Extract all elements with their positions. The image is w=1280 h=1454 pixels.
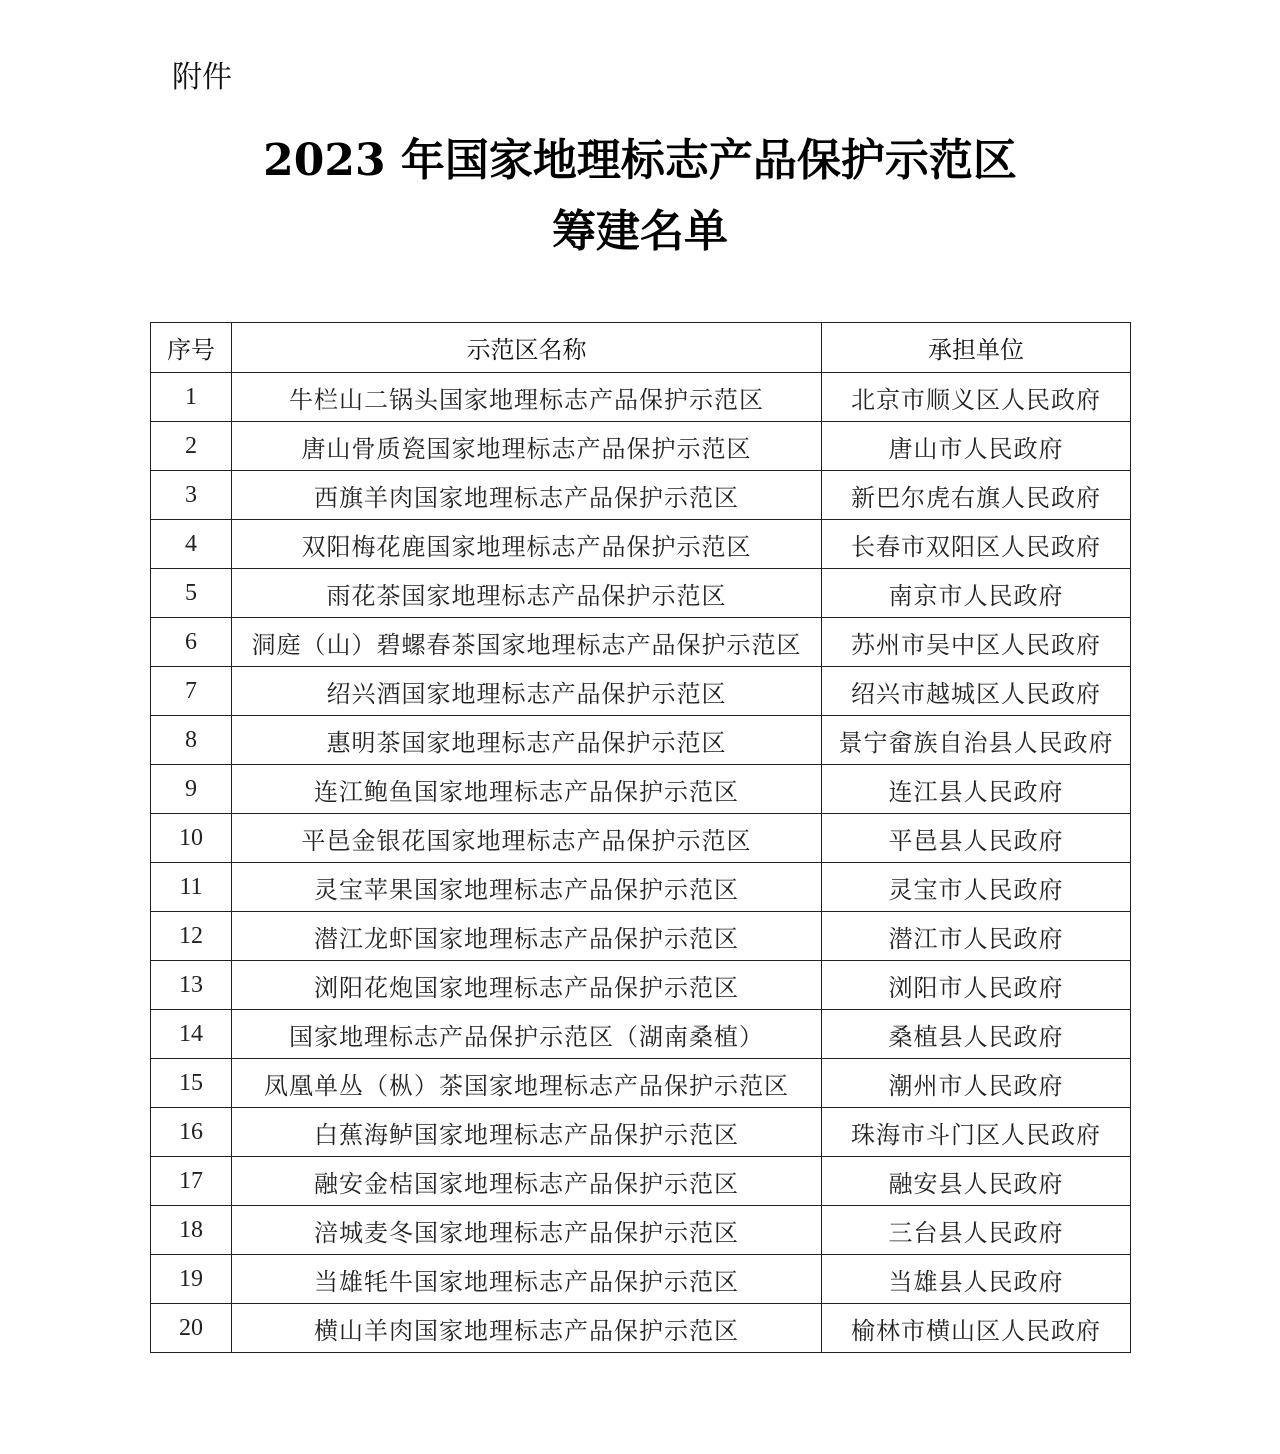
row-index: 16 bbox=[151, 1108, 232, 1157]
table-row bbox=[151, 373, 1131, 422]
row-responsible-unit: 融安县人民政府 bbox=[822, 1157, 1131, 1206]
row-zone-name: 双阳梅花鹿国家地理标志产品保护示范区 bbox=[232, 520, 822, 569]
row-responsible-unit: 苏州市吴中区人民政府 bbox=[822, 618, 1131, 667]
table-row bbox=[151, 765, 1131, 814]
row-zone-name: 雨花茶国家地理标志产品保护示范区 bbox=[232, 569, 822, 618]
row-index: 11 bbox=[151, 863, 232, 912]
row-responsible-unit: 三台县人民政府 bbox=[822, 1206, 1131, 1255]
row-index: 6 bbox=[151, 618, 232, 667]
row-index: 20 bbox=[151, 1304, 232, 1353]
row-index: 12 bbox=[151, 912, 232, 961]
row-responsible-unit: 长春市双阳区人民政府 bbox=[822, 520, 1131, 569]
row-responsible-unit: 景宁畲族自治县人民政府 bbox=[822, 716, 1131, 765]
table-body bbox=[151, 373, 1131, 1353]
row-index: 5 bbox=[151, 569, 232, 618]
row-responsible-unit: 平邑县人民政府 bbox=[822, 814, 1131, 863]
row-zone-name: 唐山骨质瓷国家地理标志产品保护示范区 bbox=[232, 422, 822, 471]
table-row bbox=[151, 1108, 1131, 1157]
row-zone-name: 西旗羊肉国家地理标志产品保护示范区 bbox=[232, 471, 822, 520]
row-index: 19 bbox=[151, 1255, 232, 1304]
page-title: 2023 年国家地理标志产品保护示范区 bbox=[263, 135, 1017, 186]
header-zone-name: 示范区名称 bbox=[232, 323, 822, 373]
row-index: 1 bbox=[151, 373, 232, 422]
row-zone-name: 潜江龙虾国家地理标志产品保护示范区 bbox=[232, 912, 822, 961]
row-zone-name: 当雄牦牛国家地理标志产品保护示范区 bbox=[232, 1255, 822, 1304]
row-responsible-unit: 唐山市人民政府 bbox=[822, 422, 1131, 471]
table-row bbox=[151, 1010, 1131, 1059]
table-row bbox=[151, 667, 1131, 716]
row-responsible-unit: 潜江市人民政府 bbox=[822, 912, 1131, 961]
table-row bbox=[151, 716, 1131, 765]
row-zone-name: 融安金桔国家地理标志产品保护示范区 bbox=[232, 1157, 822, 1206]
table-row bbox=[151, 814, 1131, 863]
row-index: 18 bbox=[151, 1206, 232, 1255]
row-zone-name: 惠明茶国家地理标志产品保护示范区 bbox=[232, 716, 822, 765]
row-responsible-unit: 潮州市人民政府 bbox=[822, 1059, 1131, 1108]
table-row bbox=[151, 569, 1131, 618]
header-index: 序号 bbox=[151, 323, 232, 373]
table-row bbox=[151, 422, 1131, 471]
row-index: 3 bbox=[151, 471, 232, 520]
row-index: 7 bbox=[151, 667, 232, 716]
row-responsible-unit: 新巴尔虎右旗人民政府 bbox=[822, 471, 1131, 520]
row-index: 10 bbox=[151, 814, 232, 863]
row-zone-name: 绍兴酒国家地理标志产品保护示范区 bbox=[232, 667, 822, 716]
attachment-label: 附件 bbox=[172, 60, 232, 95]
row-zone-name: 洞庭（山）碧螺春茶国家地理标志产品保护示范区 bbox=[232, 618, 822, 667]
row-zone-name: 灵宝苹果国家地理标志产品保护示范区 bbox=[232, 863, 822, 912]
table-row bbox=[151, 618, 1131, 667]
row-zone-name: 平邑金银花国家地理标志产品保护示范区 bbox=[232, 814, 822, 863]
row-index: 8 bbox=[151, 716, 232, 765]
row-responsible-unit: 北京市顺义区人民政府 bbox=[822, 373, 1131, 422]
row-zone-name: 连江鲍鱼国家地理标志产品保护示范区 bbox=[232, 765, 822, 814]
demonstration-zone-table bbox=[150, 322, 1131, 1353]
page-subtitle: 筹建名单 bbox=[552, 206, 728, 257]
row-zone-name: 涪城麦冬国家地理标志产品保护示范区 bbox=[232, 1206, 822, 1255]
row-index: 13 bbox=[151, 961, 232, 1010]
row-zone-name: 横山羊肉国家地理标志产品保护示范区 bbox=[232, 1304, 822, 1353]
row-responsible-unit: 绍兴市越城区人民政府 bbox=[822, 667, 1131, 716]
row-index: 2 bbox=[151, 422, 232, 471]
row-index: 15 bbox=[151, 1059, 232, 1108]
row-responsible-unit: 连江县人民政府 bbox=[822, 765, 1131, 814]
table-row bbox=[151, 961, 1131, 1010]
table-row bbox=[151, 1255, 1131, 1304]
row-zone-name: 白蕉海鲈国家地理标志产品保护示范区 bbox=[232, 1108, 822, 1157]
row-index: 14 bbox=[151, 1010, 232, 1059]
row-responsible-unit: 当雄县人民政府 bbox=[822, 1255, 1131, 1304]
row-index: 4 bbox=[151, 520, 232, 569]
table-row bbox=[151, 1059, 1131, 1108]
table-row bbox=[151, 520, 1131, 569]
row-responsible-unit: 浏阳市人民政府 bbox=[822, 961, 1131, 1010]
row-responsible-unit: 南京市人民政府 bbox=[822, 569, 1131, 618]
row-responsible-unit: 灵宝市人民政府 bbox=[822, 863, 1131, 912]
table-header-row bbox=[151, 323, 1131, 373]
row-responsible-unit: 桑植县人民政府 bbox=[822, 1010, 1131, 1059]
row-zone-name: 凤凰单丛（枞）茶国家地理标志产品保护示范区 bbox=[232, 1059, 822, 1108]
row-zone-name: 牛栏山二锅头国家地理标志产品保护示范区 bbox=[232, 373, 822, 422]
table-row bbox=[151, 1157, 1131, 1206]
table-row bbox=[151, 1206, 1131, 1255]
header-responsible-unit: 承担单位 bbox=[822, 323, 1131, 373]
table-row bbox=[151, 912, 1131, 961]
table-row bbox=[151, 863, 1131, 912]
row-index: 17 bbox=[151, 1157, 232, 1206]
row-zone-name: 浏阳花炮国家地理标志产品保护示范区 bbox=[232, 961, 822, 1010]
row-zone-name: 国家地理标志产品保护示范区（湖南桑植） bbox=[232, 1010, 822, 1059]
row-responsible-unit: 榆林市横山区人民政府 bbox=[822, 1304, 1131, 1353]
row-responsible-unit: 珠海市斗门区人民政府 bbox=[822, 1108, 1131, 1157]
row-index: 9 bbox=[151, 765, 232, 814]
table-row bbox=[151, 471, 1131, 520]
table-row bbox=[151, 1304, 1131, 1353]
